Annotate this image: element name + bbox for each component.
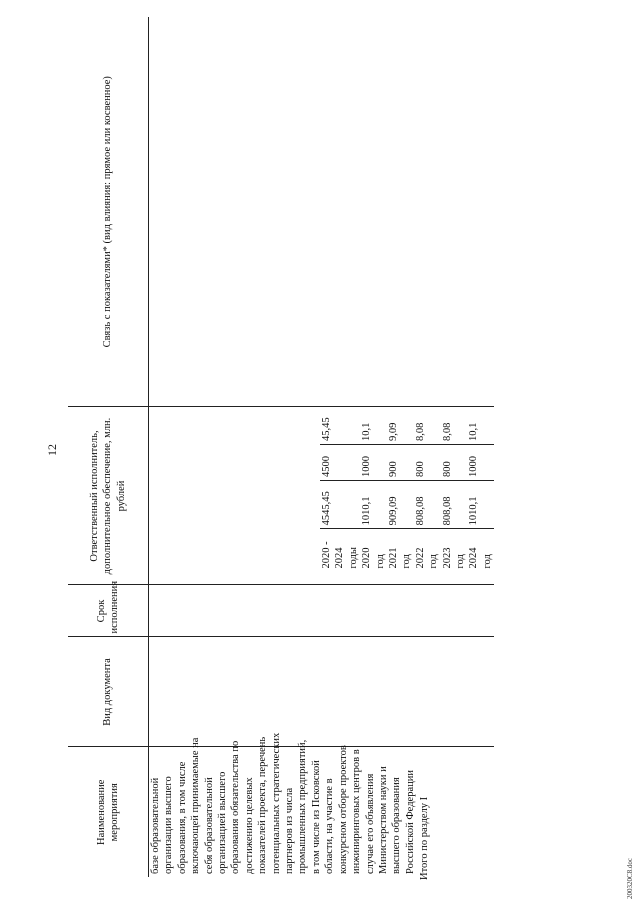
financing-row <box>360 411 387 572</box>
financing-a: 800 <box>414 445 441 481</box>
header-indicator-relation: Связь с показателями* (вид влияния: прямое или косвенное) <box>68 17 149 407</box>
description-line: образования обязательства по <box>230 740 242 874</box>
header-document-type: Вид документа <box>68 637 149 747</box>
financing-total: 1010,1 <box>467 481 494 529</box>
description-line: высшего образования <box>391 777 403 874</box>
financing-b: 8,08 <box>414 411 441 445</box>
executor-funding-cell <box>149 407 495 585</box>
description-line: показателей проекта, перечень <box>257 736 269 874</box>
financing-period: 2020 год <box>360 529 387 572</box>
financing-period: 2023 год <box>441 529 468 572</box>
financing-b: 45,45 <box>320 411 360 445</box>
financing-period: 2020 - 2024 годы <box>320 529 360 572</box>
activity-description <box>149 732 417 875</box>
financing-a: 900 <box>387 445 414 481</box>
header-term: Срок исполнения <box>68 585 149 637</box>
financing-row <box>441 411 468 572</box>
financing-period: 2024 год <box>467 529 494 572</box>
financing-row <box>387 411 414 572</box>
page-number: 12 <box>45 444 59 456</box>
indicator-relation-cell <box>149 17 495 407</box>
document-type-cell <box>149 637 495 747</box>
description-line: организации высшего <box>163 776 175 874</box>
financing-a: 800 <box>441 445 468 481</box>
description-line: себя образовательной <box>203 777 215 874</box>
description-line: образования, в том числе <box>176 761 188 874</box>
description-line: инжиниринговых центров в <box>351 749 363 874</box>
financing-period: 2022 год <box>414 529 441 572</box>
description-line: случае его объявления <box>364 773 376 874</box>
description-line: конкурсном отборе проектов <box>337 745 349 874</box>
description-line: включающей принимаемые на <box>190 737 202 874</box>
term-cell <box>149 585 495 637</box>
description-line: партнеров из числа <box>284 787 296 874</box>
financing-total: 909,09 <box>387 481 414 529</box>
financing-total: 1010,1 <box>360 481 387 529</box>
financing-a: 1000 <box>360 445 387 481</box>
financing-row <box>467 411 494 572</box>
financing-table <box>320 411 494 572</box>
activities-table <box>68 17 494 880</box>
description-line: в том числе из Псковской <box>310 760 322 874</box>
description-line: потенциальных стратегических <box>270 732 282 874</box>
financing-b: 8,08 <box>441 411 468 445</box>
financing-total: 808,08 <box>441 481 468 529</box>
header-executor-funding: Ответственный исполнитель, дополнительное обеспечение, млн. рублей <box>68 407 149 585</box>
description-line: базе образовательной <box>150 777 161 874</box>
financing-a: 1000 <box>467 445 494 481</box>
document-footer-code: 200320C8.doc <box>626 857 634 899</box>
financing-total: 808,08 <box>414 481 441 529</box>
table-header-row <box>68 17 149 877</box>
financing-b: 10,1 <box>360 411 387 445</box>
financing-row <box>414 411 441 572</box>
table-row <box>149 17 495 877</box>
description-line: области, на участие в <box>324 778 336 874</box>
section-total-label: Итого по разделу I <box>419 796 431 880</box>
description-line: Российской Федерации <box>404 770 416 874</box>
header-activity-name: Наименование мероприятия <box>68 747 149 877</box>
description-line: промышленных предприятий, <box>297 739 309 874</box>
financing-b: 9,09 <box>387 411 414 445</box>
financing-b: 10,1 <box>467 411 494 445</box>
description-line: организацией высшего <box>217 771 229 874</box>
description-line: Министерством науки и <box>377 766 389 874</box>
financing-a: 4500 <box>320 445 360 481</box>
description-line: достижению целевых <box>243 777 255 874</box>
financing-period: 2021 год <box>387 529 414 572</box>
activity-description-cell <box>149 732 495 880</box>
financing-row <box>320 411 360 572</box>
financing-total: 4545,45 <box>320 481 360 529</box>
